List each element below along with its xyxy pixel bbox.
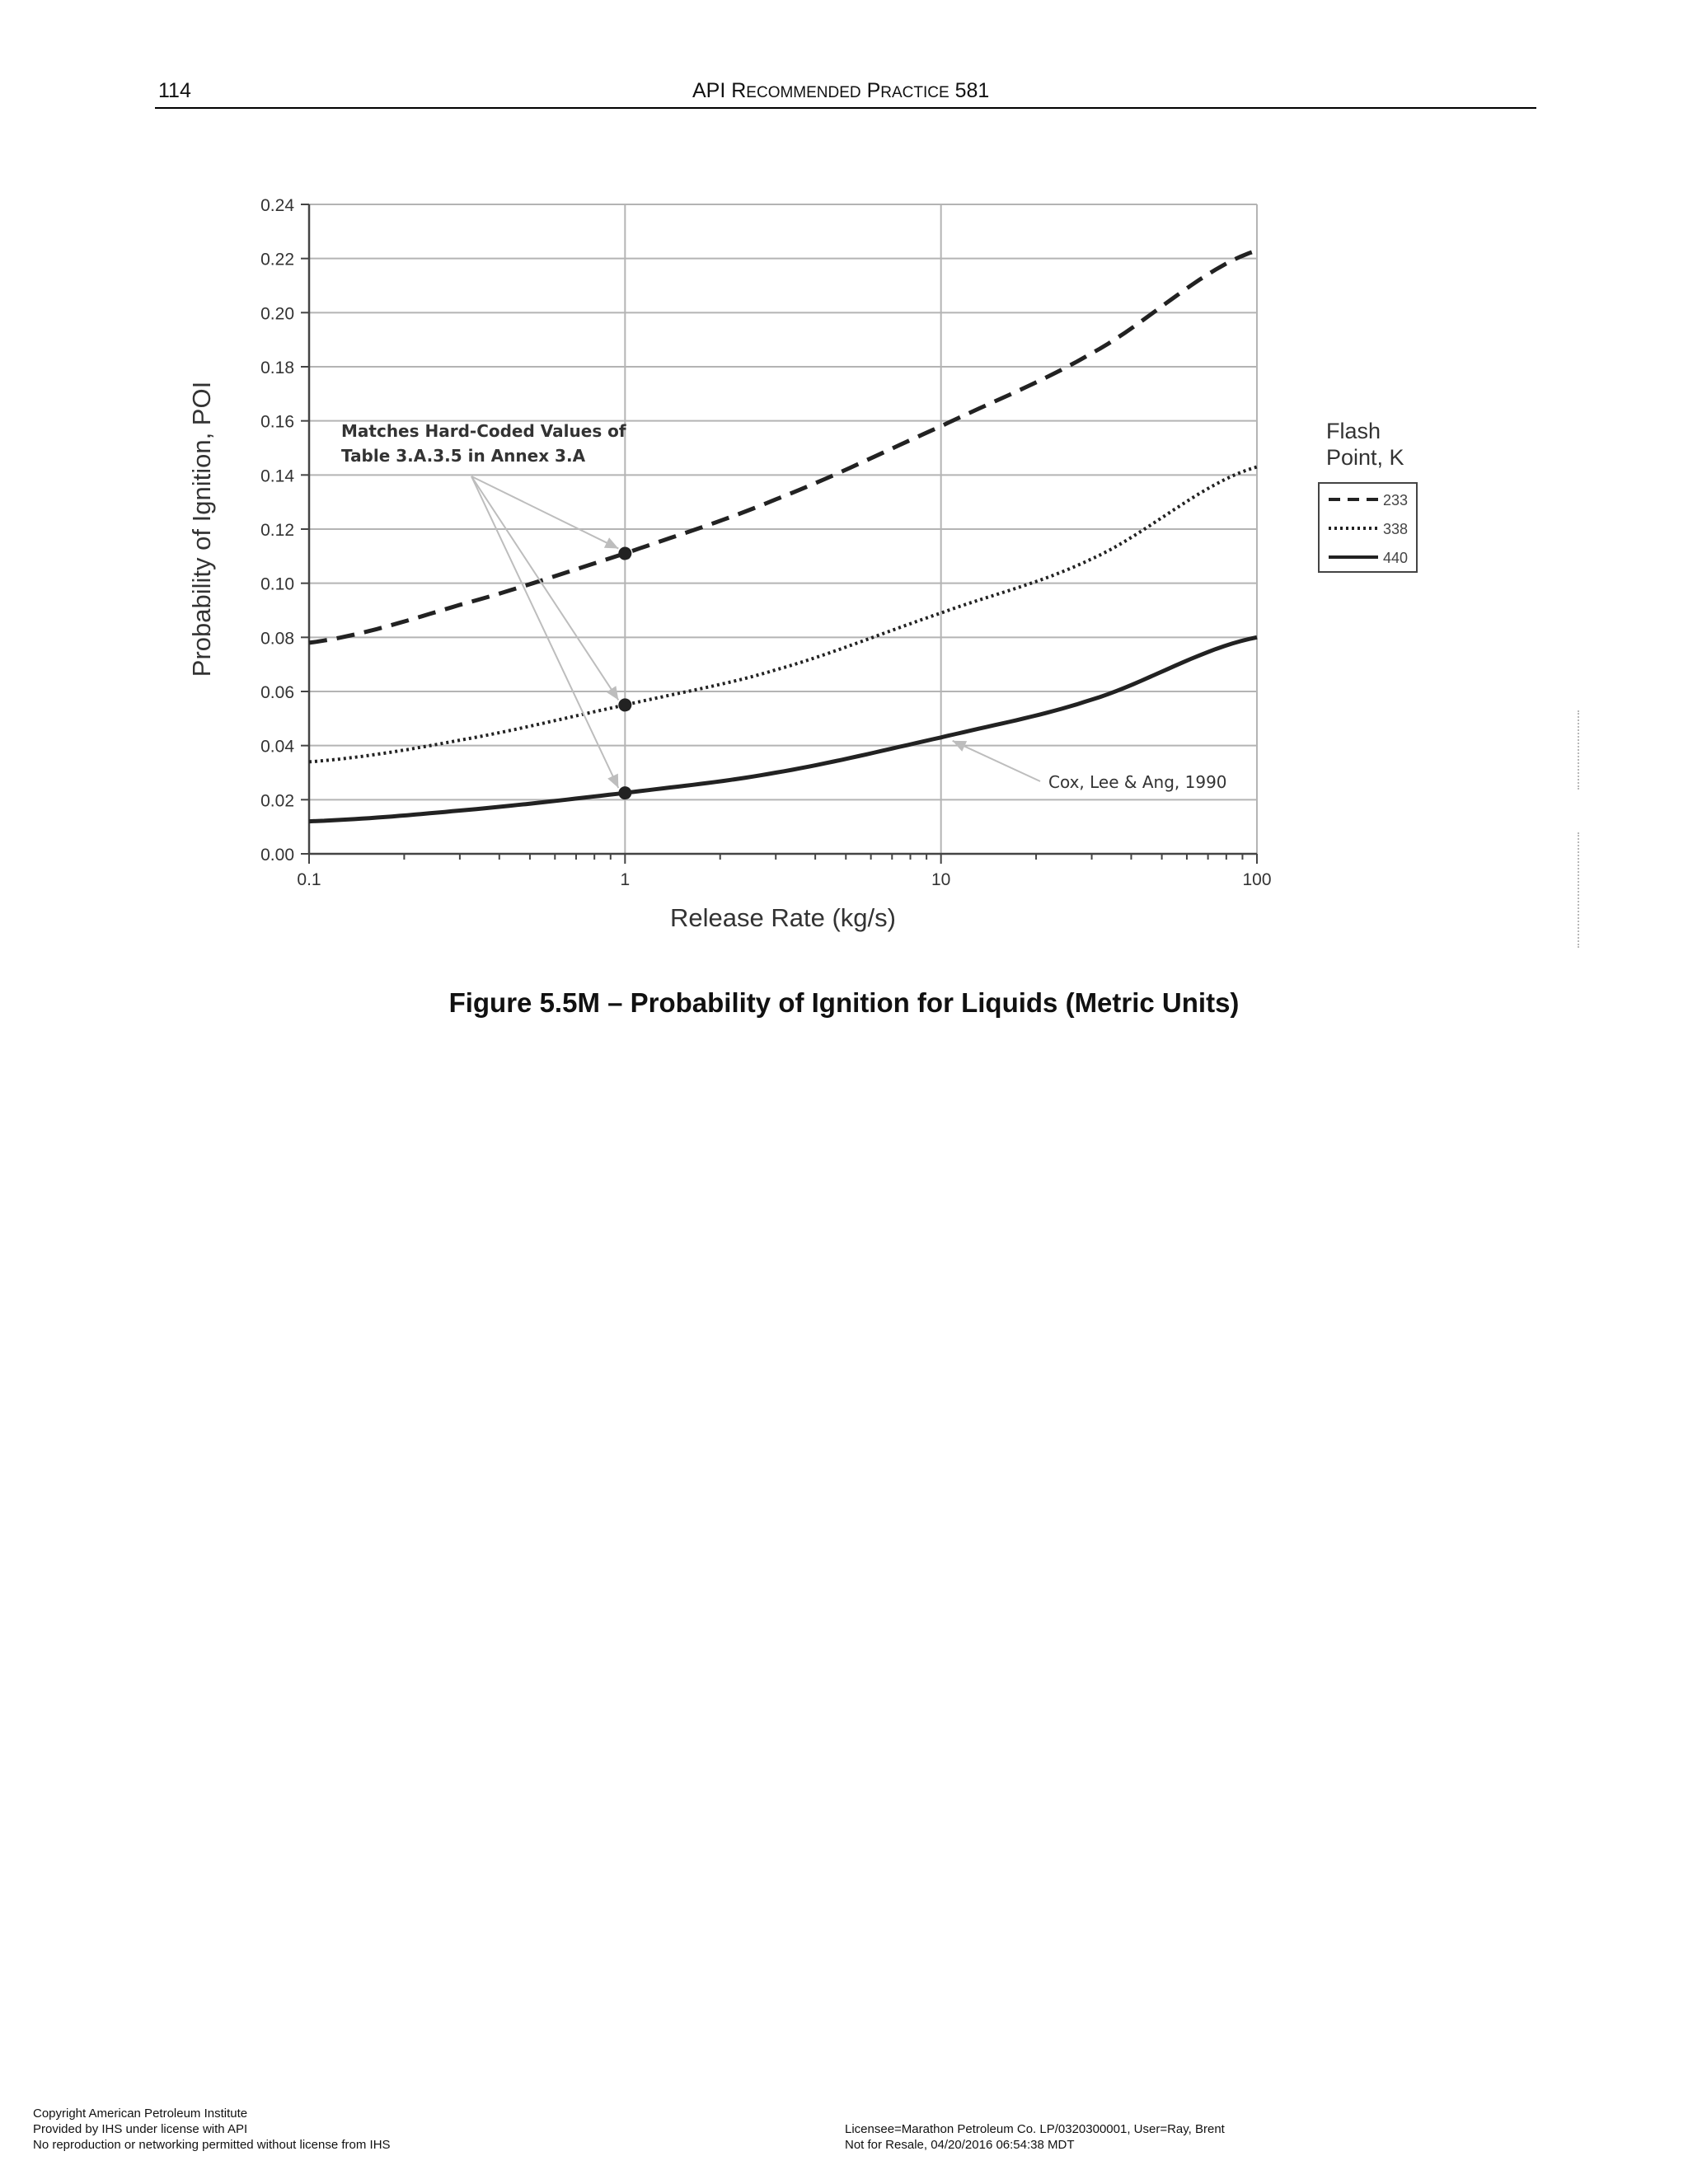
- annotation-text: Matches Hard-Coded Values of: [341, 421, 626, 441]
- x-tick-label: 1: [620, 870, 631, 889]
- x-tick-label: 0.1: [297, 870, 321, 889]
- running-header-number: 581: [949, 79, 990, 102]
- y-tick-label: 0.08: [260, 629, 294, 649]
- running-header-p: P: [860, 79, 881, 102]
- edge-scan-dots: [1578, 710, 1579, 790]
- footer-line: No reproduction or networking permitted without license from IHS: [33, 2138, 391, 2152]
- y-tick-label: 0.22: [260, 250, 294, 269]
- legend-title: Flash: [1326, 419, 1381, 443]
- footer-line: Not for Resale, 04/20/2016 06:54:38 MDT: [845, 2138, 1075, 2152]
- edge-scan-dots: [1578, 832, 1579, 948]
- footer-line: Provided by IHS under license with API: [33, 2122, 248, 2136]
- y-tick-label: 0.04: [260, 737, 294, 757]
- footer-copyright: [33, 2106, 391, 2153]
- y-tick-label: 0.12: [260, 521, 294, 540]
- x-tick-label: 10: [931, 870, 951, 889]
- footer-license: [845, 2121, 1225, 2153]
- y-tick-label: 0.10: [260, 574, 294, 594]
- running-header-api: API R: [692, 79, 747, 102]
- y-axis-title: Probability of Ignition, POI: [187, 381, 216, 677]
- legend-label: 440: [1383, 550, 1409, 566]
- poi-chart: [0, 0, 1688, 972]
- y-tick-label: 0.02: [260, 791, 294, 811]
- y-tick-label: 0.00: [260, 846, 294, 865]
- highlight-point: [618, 698, 631, 711]
- running-header-practice: RACTICE: [880, 84, 950, 101]
- highlight-point: [618, 786, 631, 799]
- highlight-point: [618, 547, 631, 560]
- running-header-recommended: ECOMMENDED: [746, 84, 861, 101]
- y-tick-label: 0.06: [260, 683, 294, 702]
- figure-caption: Figure 5.5M – Probability of Ignition for Liquids (Metric Units): [448, 987, 1240, 1018]
- annotation-text: Table 3.A.3.5 in Annex 3.A: [341, 446, 586, 466]
- y-tick-label: 0.16: [260, 412, 294, 432]
- annotation-text: Cox, Lee & Ang, 1990: [1048, 772, 1227, 792]
- footer-line: Licensee=Marathon Petroleum Co. LP/0320300001, User=Ray, Brent: [845, 2122, 1225, 2136]
- legend-label: 338: [1383, 521, 1409, 537]
- legend-title: Point, K: [1326, 445, 1404, 470]
- page-number: 114: [158, 79, 191, 102]
- y-tick-label: 0.18: [260, 359, 294, 377]
- y-tick-label: 0.14: [260, 466, 294, 486]
- y-tick-label: 0.24: [260, 196, 294, 215]
- footer-line: Copyright American Petroleum Institute: [33, 2107, 248, 2121]
- x-tick-label: 100: [1242, 870, 1272, 889]
- legend-label: 233: [1383, 492, 1409, 509]
- x-axis-title: Release Rate (kg/s): [670, 903, 896, 932]
- y-tick-label: 0.20: [260, 304, 294, 324]
